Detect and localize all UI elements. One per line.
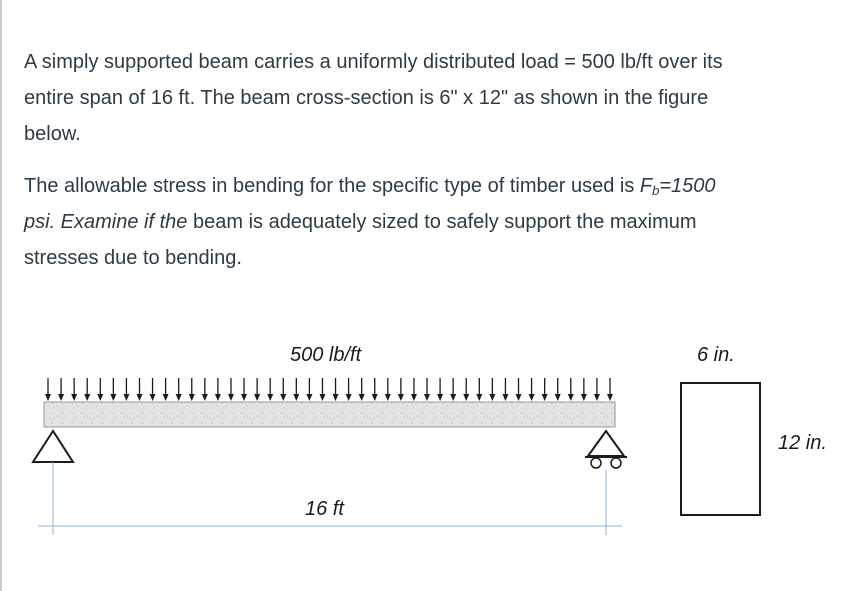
load-arrow-head [411, 394, 417, 401]
load-arrow-head [163, 394, 169, 401]
load-arrow-head [542, 394, 548, 401]
load-arrow-head [581, 394, 587, 401]
load-arrow-head [359, 394, 365, 401]
load-arrow-head [424, 394, 430, 401]
load-arrow-head [502, 394, 508, 401]
cross-section [681, 383, 760, 515]
load-arrow-head [385, 394, 391, 401]
load-arrow-head [45, 394, 51, 401]
load-arrow-head [529, 394, 535, 401]
paragraph-1-line-2: entire span of 16 ft. The beam cross-section is 6" x 12" as shown in the figure [24, 87, 709, 109]
load-arrow-head [280, 394, 286, 401]
load-arrow-head [450, 394, 456, 401]
paragraph-1-line-1: A simply supported beam carries a uniformly distributed load = 500 lb/ft over its [24, 51, 723, 73]
load-arrow-head [136, 394, 142, 401]
load-arrow-head [97, 394, 103, 401]
load-arrow-head [319, 394, 325, 401]
paragraph-2-line-3: stresses due to bending. [24, 247, 242, 269]
paragraph-2-line-1-text: The allowable stress in bending for the specific type of timber used is [24, 175, 640, 197]
load-arrow-head [346, 394, 352, 401]
beam [44, 402, 615, 427]
load-arrow-head [372, 394, 378, 401]
stress-symbol-subscript: b [652, 183, 660, 198]
load-arrow-head [123, 394, 129, 401]
problem-statement [24, 44, 854, 276]
load-arrow-head [202, 394, 208, 401]
load-arrow-head [254, 394, 260, 401]
span-label: 16 ft [305, 498, 344, 520]
pin-support [33, 431, 73, 462]
load-arrow-head [476, 394, 482, 401]
load-label: 500 lb/ft [290, 344, 362, 366]
load-arrow-head [215, 394, 221, 401]
load-arrow-head [58, 394, 64, 401]
load-arrow-head [293, 394, 299, 401]
load-arrow-head [306, 394, 312, 401]
load-arrow-head [267, 394, 273, 401]
load-arrow-head [228, 394, 234, 401]
load-arrow-head [241, 394, 247, 401]
paragraph-2-line-2-italic: psi. Examine if the [24, 211, 188, 233]
problem-paragraph-2 [24, 168, 854, 276]
load-arrow-head [594, 394, 600, 401]
problem-paragraph-1 [24, 44, 854, 152]
load-arrow-head [489, 394, 495, 401]
load-arrow-head [189, 394, 195, 401]
paragraph-1-line-3: below. [24, 123, 81, 145]
load-arrow-head [110, 394, 116, 401]
height-label: 12 in. [778, 432, 827, 454]
width-label: 6 in. [697, 344, 735, 366]
load-arrow-head [398, 394, 404, 401]
allowable-stress-value: =1500 [659, 175, 716, 197]
roller-support [585, 431, 627, 468]
load-arrow-head [463, 394, 469, 401]
load-arrow-head [333, 394, 339, 401]
load-arrow-head [516, 394, 522, 401]
load-arrow-head [150, 394, 156, 401]
beam-diagram [0, 330, 867, 570]
allowable-stress-symbol [640, 175, 716, 197]
load-arrow-head [568, 394, 574, 401]
load-arrow-head [555, 394, 561, 401]
stress-symbol-F: F [639, 175, 653, 197]
distributed-load-arrows [45, 378, 613, 401]
load-arrow-head [607, 394, 613, 401]
paragraph-2-line-2-rest: beam is adequately sized to safely support the maximum [187, 211, 697, 233]
load-arrow-head [437, 394, 443, 401]
load-arrow-head [176, 394, 182, 401]
load-arrow-head [71, 394, 77, 401]
load-arrow-head [84, 394, 90, 401]
beam-figure [0, 330, 867, 570]
